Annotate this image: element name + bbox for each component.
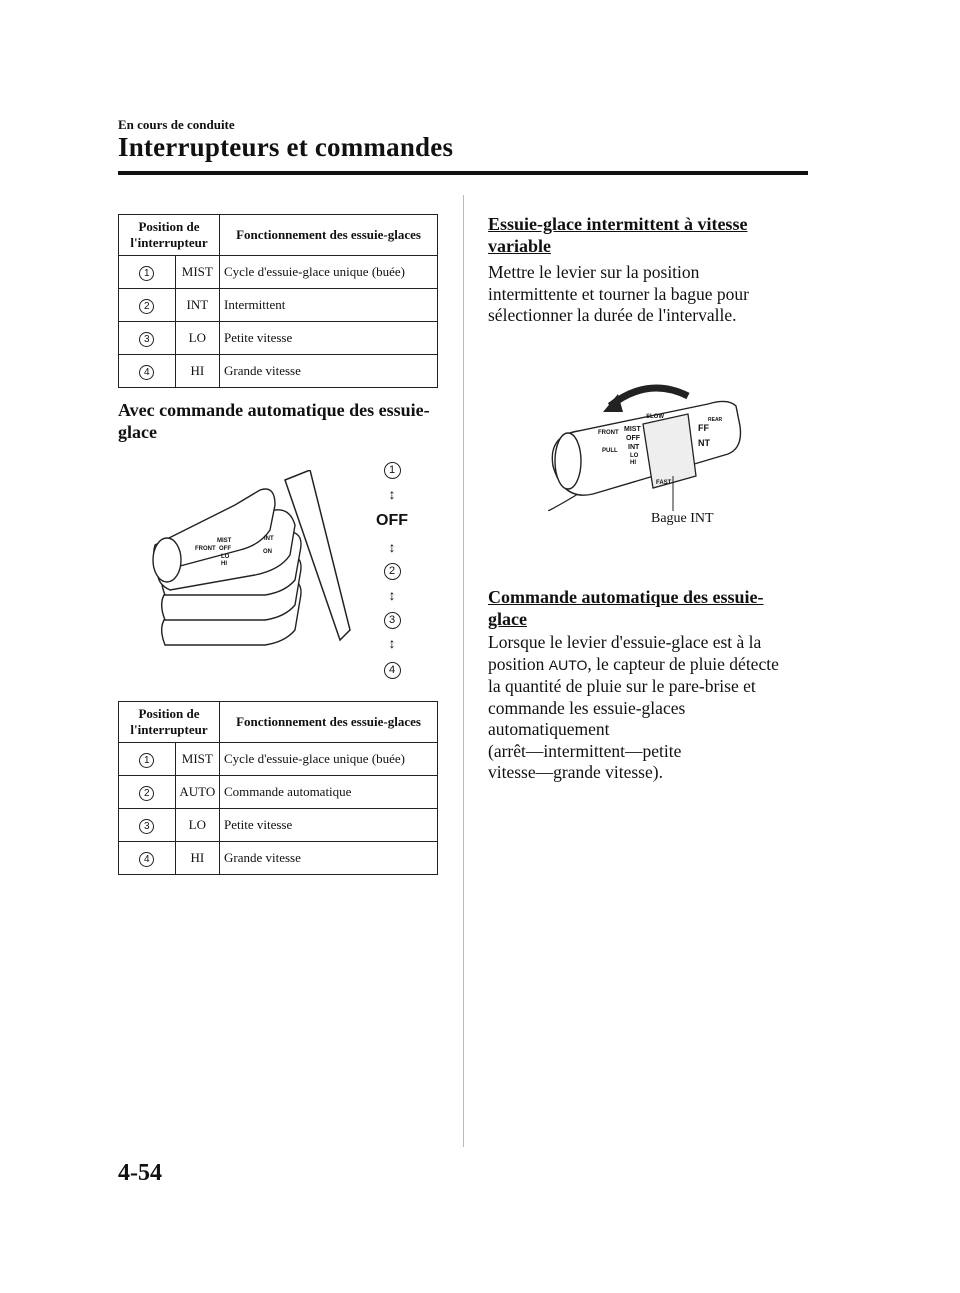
wiper-operation: Grande vitesse — [220, 355, 438, 388]
table-row — [119, 355, 438, 388]
wiper-operation: Cycle d'essuie-glace unique (buée) — [220, 256, 438, 289]
position-number: 3 — [139, 819, 154, 834]
updown-arrow-icon: ↕ — [388, 635, 396, 651]
switch-position: HI — [175, 355, 219, 388]
updown-arrow-icon: ↕ — [388, 486, 396, 502]
switch-position: MIST — [175, 256, 219, 289]
position-3-marker: 3 — [384, 612, 401, 629]
table-row — [119, 776, 438, 809]
column-divider — [463, 195, 464, 1147]
table-row — [119, 743, 438, 776]
rotation-arrow — [610, 388, 688, 406]
lever-end — [153, 538, 181, 582]
position-number: 4 — [139, 365, 154, 380]
lever-label-pull: PULL — [602, 448, 618, 454]
auto-wiper-heading: Avec commande automatique des essuie-glace — [118, 400, 430, 442]
table-header-operation: Fonctionnement des essuie-glaces — [220, 702, 438, 743]
automatic-control-text-part2: , le capteur de pluie détecte la quantité de pluie sur le pare-brise et commande les essuie-glaces automatiquement (arrêt―intermittent―petite vitesse―grande vitesse). — [488, 653, 779, 782]
lever-label-off: OFF — [626, 435, 640, 442]
table-header-operation: Fonctionnement des essuie-glaces — [220, 215, 438, 256]
automatic-control-text — [488, 632, 788, 784]
lever-label-off-rear: FF — [698, 423, 709, 433]
chapter-title: Interrupteurs et commandes — [118, 132, 454, 162]
wiper-lever-positions-illustration — [145, 470, 360, 670]
position-1-marker: 1 — [384, 462, 401, 479]
wiper-position-table-manual — [118, 214, 438, 388]
table-row — [119, 289, 438, 322]
table-row — [119, 842, 438, 875]
wiper-position-table-auto — [118, 701, 438, 875]
position-off-label: OFF — [376, 512, 408, 529]
position-number: 2 — [139, 299, 154, 314]
lever-label-rear: REAR — [708, 417, 723, 423]
wiper-operation: Intermittent — [220, 289, 438, 322]
lever-label-on: ON — [263, 549, 272, 555]
lever-label-mist: MIST — [624, 426, 641, 433]
switch-position: LO — [175, 322, 219, 355]
auto-position-symbol: AUTO — [548, 656, 588, 673]
position-number: 4 — [139, 852, 154, 867]
ring-label-slow: SLOW — [646, 414, 664, 420]
switch-position: AUTO — [175, 776, 219, 809]
switch-position: INT — [175, 289, 219, 322]
lever-label-int: INT — [628, 444, 640, 451]
ring-label-fast: FAST — [656, 480, 672, 486]
updown-arrow-icon: ↕ — [388, 587, 396, 603]
lever-label-front: FRONT — [598, 430, 619, 436]
wiper-operation: Cycle d'essuie-glace unique (buée) — [220, 743, 438, 776]
position-number: 2 — [139, 786, 154, 801]
title-rule — [118, 171, 808, 175]
automatic-control-heading: Commande automatique des essuie-glace — [488, 587, 764, 629]
lever-label-lo: LO — [630, 453, 639, 459]
lever-label-int-rear: NT — [698, 438, 710, 448]
lever-label-off: OFF — [219, 546, 231, 552]
position-number: 1 — [139, 753, 154, 768]
int-ring-illustration — [548, 376, 748, 511]
position-2-marker: 2 — [384, 563, 401, 580]
switch-position: MIST — [175, 743, 219, 776]
table-row — [119, 256, 438, 289]
variable-intermittent-heading: Essuie-glace intermittent à vitesse variable — [488, 214, 748, 256]
lever-label-front: FRONT — [195, 546, 216, 552]
lever-end — [555, 433, 581, 489]
wiper-operation: Grande vitesse — [220, 842, 438, 875]
lever-label-hi: HI — [630, 460, 636, 466]
lever-label-int: INT — [264, 536, 274, 542]
switch-position: HI — [175, 842, 219, 875]
wiper-operation: Petite vitesse — [220, 809, 438, 842]
table-header-position: Position de l'interrupteur — [119, 215, 220, 256]
updown-arrow-icon: ↕ — [388, 539, 396, 555]
switch-position: LO — [175, 809, 219, 842]
lever-label-mist: MIST — [217, 538, 232, 544]
int-ring — [643, 414, 696, 488]
wiper-operation: Petite vitesse — [220, 322, 438, 355]
table-header-position: Position de l'interrupteur — [119, 702, 220, 743]
section-label: En cours de conduite — [118, 117, 235, 132]
wiper-operation: Commande automatique — [220, 776, 438, 809]
hand-outline — [548, 494, 578, 511]
lever-label-lo: LO — [221, 554, 230, 560]
position-sequence — [370, 460, 414, 680]
figure-caption: Bague INT — [651, 511, 714, 526]
variable-intermittent-text: Mettre le levier sur la position intermittente et tourner la bague pour sélectionner la durée de l'intervalle. — [488, 262, 749, 325]
page-number: 4-54 — [118, 1160, 162, 1186]
table-row — [119, 322, 438, 355]
position-number: 3 — [139, 332, 154, 347]
table-row — [119, 809, 438, 842]
position-number: 1 — [139, 266, 154, 281]
lever-label-hi: HI — [221, 561, 227, 567]
automatic-control-text-part1: Lorsque le levier d'essuie-glace est à la position — [488, 632, 762, 674]
position-4-marker: 4 — [384, 662, 401, 679]
